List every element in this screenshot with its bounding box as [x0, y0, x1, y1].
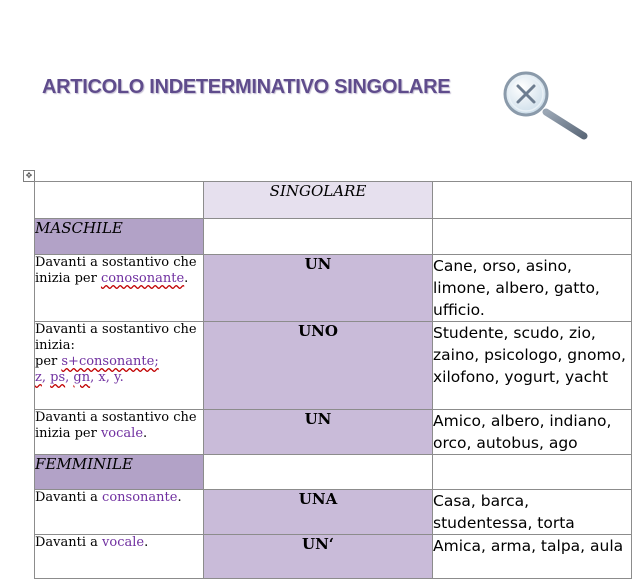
row-description [35, 490, 204, 535]
desc-suffix: . [184, 271, 189, 286]
article-table [34, 181, 632, 579]
examples-cell: Cane, orso, asino, limone, albero, gatto, ufficio. [433, 255, 632, 322]
desc-letter: y. [113, 370, 124, 385]
header-empty-cell [35, 182, 204, 219]
desc-text: Davanti a sostantivo che inizia: [35, 322, 197, 353]
table-row [35, 490, 632, 535]
row-description [35, 322, 204, 410]
desc-suffix: . [177, 490, 182, 505]
section-row-maschile [35, 219, 632, 255]
section-empty-cell [204, 455, 433, 490]
desc-highlight: consonante [102, 490, 178, 505]
desc-text: Davanti a sostantivo che inizia per [35, 255, 197, 286]
desc-highlight: s+consonante; [61, 354, 159, 369]
desc-letter-list: z, ps, gn, x, y. [35, 370, 124, 385]
examples-cell: Casa, barca, studentessa, torta [433, 490, 632, 535]
row-description [35, 535, 204, 579]
section-label-femminile: FEMMINILE [35, 455, 204, 490]
desc-letter: gn [73, 370, 91, 385]
section-row-femminile [35, 455, 632, 490]
row-description [35, 255, 204, 322]
table-row [35, 410, 632, 455]
table-row [35, 255, 632, 322]
section-empty-cell [433, 219, 632, 255]
table-row [35, 535, 632, 579]
article-cell: UNO [204, 322, 433, 410]
examples-cell: Studente, scudo, zio, zaino, psicologo, gnomo, xilofono, yogurt, yacht [433, 322, 632, 410]
article-cell: UN [204, 410, 433, 455]
desc-highlight: vocale [100, 426, 144, 441]
article-cell: UN [204, 255, 433, 322]
desc-letter: x [98, 370, 106, 385]
table-header-row [35, 182, 632, 219]
desc-suffix: . [143, 426, 148, 441]
desc-highlight: vocale [102, 535, 145, 550]
examples-cell: Amico, albero, indiano, orco, autobus, ago [433, 410, 632, 455]
row-description [35, 410, 204, 455]
desc-text: per [35, 354, 62, 369]
article-cell: UNA [204, 490, 433, 535]
page-title: ARTICOLO INDETERMINATIVO SINGOLARE [42, 76, 451, 98]
header-singolare: SINGOLARE [204, 182, 433, 219]
header-empty-cell [433, 182, 632, 219]
desc-text: Davanti a [35, 535, 103, 550]
section-label-maschile: MASCHILE [35, 219, 204, 255]
article-cell: UN‘ [204, 535, 433, 579]
section-empty-cell [204, 219, 433, 255]
section-empty-cell [433, 455, 632, 490]
desc-text: Davanti a sostantivo che inizia per [35, 410, 197, 441]
table-move-icon[interactable]: ✥ [23, 170, 35, 182]
magnifier-x-icon [498, 70, 594, 144]
examples-cell: Amica, arma, talpa, aula [433, 535, 632, 579]
desc-suffix: . [144, 535, 149, 550]
desc-letter: ps [50, 370, 66, 385]
desc-letter: z [35, 370, 42, 385]
desc-text: Davanti a [35, 490, 103, 505]
desc-highlight: conosonante [100, 271, 185, 286]
table-row [35, 322, 632, 410]
